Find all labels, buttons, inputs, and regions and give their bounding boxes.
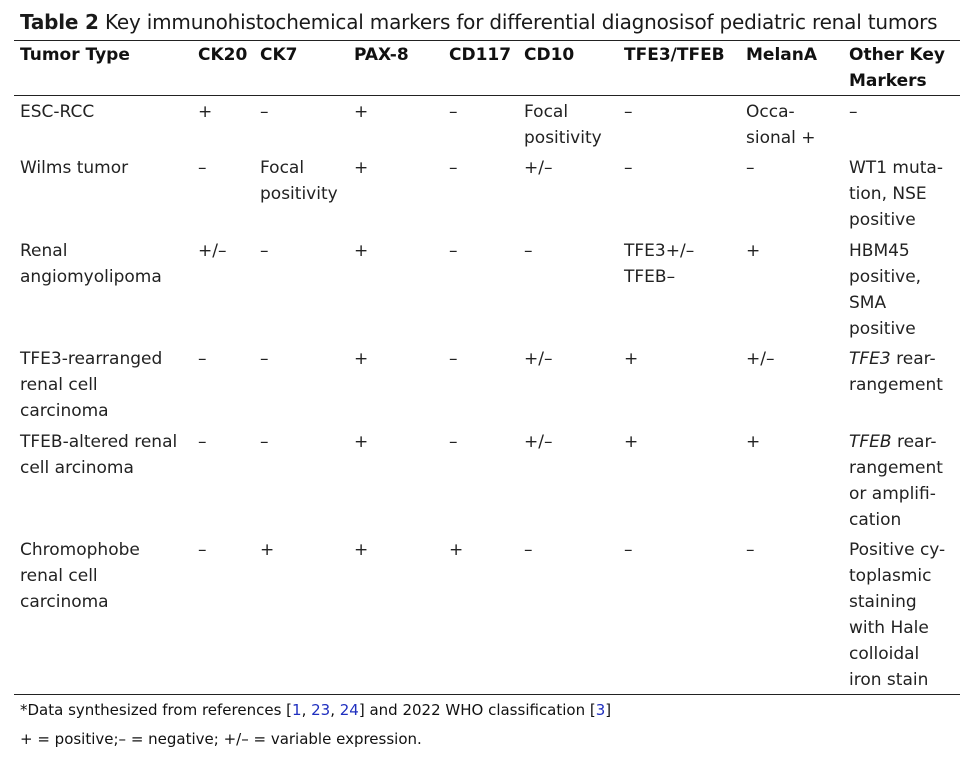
cell-other-markers: – — [849, 102, 858, 122]
header-melana: MelanA — [746, 45, 818, 65]
footnote-text: *Data synthesized from references [ — [20, 701, 293, 719]
cell-tfe3-tfeb: – — [624, 158, 633, 178]
header-ck20: CK20 — [198, 45, 248, 65]
cell-cd117: – — [449, 102, 458, 122]
cell-ck20: + — [198, 102, 213, 122]
footnote-separator: , — [330, 701, 340, 719]
footnote-sources — [20, 701, 611, 719]
cell-ck20: – — [198, 158, 207, 178]
cell-ck7: – — [260, 102, 269, 122]
reference-link[interactable]: 23 — [311, 701, 331, 719]
bottom-rule — [14, 694, 960, 695]
cell-tumor-type: TFEB-altered renal cell arcinoma — [20, 432, 178, 478]
cell-ck7: – — [260, 349, 269, 369]
header-ck7: CK7 — [260, 45, 298, 65]
cell-tfe3-tfeb: TFE3+/– TFEB– — [624, 241, 695, 287]
header-other-markers: Other Key Markers — [849, 45, 945, 91]
cell-pax8: + — [354, 158, 369, 178]
header-pax8: PAX-8 — [354, 45, 409, 65]
cell-pax8: + — [354, 540, 369, 560]
cell-ck7: + — [260, 540, 275, 560]
cell-tumor-type: TFE3-rearranged renal cell carcinoma — [20, 349, 163, 421]
cell-ck7: – — [260, 241, 269, 261]
cell-melana: – — [746, 540, 755, 560]
cell-pax8: + — [354, 102, 369, 122]
cell-tumor-type: ESC-RCC — [20, 102, 95, 122]
header-cd117: CD117 — [449, 45, 512, 65]
cell-other-markers: Positive cy- toplasmic staining with Hale colloidal iron stain — [849, 540, 946, 690]
reference-link[interactable]: 24 — [339, 701, 359, 719]
header-rule — [14, 95, 960, 96]
cell-ck7: Focal positivity — [260, 158, 338, 204]
header-cd10: CD10 — [524, 45, 575, 65]
gene-note: rear- rangement — [849, 349, 943, 395]
cell-pax8: + — [354, 349, 369, 369]
cell-cd117: – — [449, 432, 458, 452]
cell-pax8: + — [354, 241, 369, 261]
header-tfe3-tfeb: TFE3/TFEB — [624, 45, 725, 65]
cell-ck20: – — [198, 349, 207, 369]
reference-link[interactable]: 1 — [292, 701, 302, 719]
table-title: Key immunohistochemical markers for differential diagnosisof pediatric renal tumors — [104, 10, 938, 34]
header-tumor-type: Tumor Type — [20, 45, 130, 65]
gene-name: TFEB — [849, 432, 892, 452]
cell-tumor-type: Wilms tumor — [20, 158, 129, 178]
cell-melana: + — [746, 241, 761, 261]
cell-cd10: – — [524, 241, 533, 261]
cell-cd117: – — [449, 349, 458, 369]
cell-other-markers — [849, 429, 969, 533]
cell-melana: + — [746, 432, 761, 452]
cell-tfe3-tfeb: + — [624, 432, 639, 452]
cell-melana: – — [746, 158, 755, 178]
cell-melana: Occa- sional + — [746, 102, 816, 148]
cell-ck7: – — [260, 432, 269, 452]
reference-link[interactable]: 3 — [595, 701, 606, 719]
footnote-text: ] — [605, 701, 612, 719]
cell-tfe3-tfeb: – — [624, 102, 633, 122]
cell-cd117: – — [449, 158, 458, 178]
cell-pax8: + — [354, 432, 369, 452]
cell-tumor-type: Chromophobe renal cell carcinoma — [20, 540, 140, 612]
cell-cd10: Focal positivity — [524, 102, 602, 148]
cell-tfe3-tfeb: – — [624, 540, 633, 560]
cell-cd117: + — [449, 540, 464, 560]
cell-cd10: – — [524, 540, 533, 560]
gene-name: TFE3 — [849, 349, 891, 369]
cell-other-markers: HBM45 positive, SMA positive — [849, 241, 922, 339]
table-caption — [20, 10, 937, 34]
cell-melana: +/– — [746, 349, 775, 369]
gene-note: rear- rangement or amplifi- cation — [849, 432, 943, 530]
cell-ck20: +/– — [198, 241, 227, 261]
cell-cd10: +/– — [524, 349, 553, 369]
cell-tfe3-tfeb: + — [624, 349, 639, 369]
footnote-separator: , — [301, 701, 312, 719]
footnote-text: ] and 2022 WHO classification [ — [358, 701, 596, 719]
cell-other-markers: WT1 muta- tion, NSE positive — [849, 158, 943, 230]
cell-cd10: +/– — [524, 158, 553, 178]
top-rule — [14, 40, 960, 41]
table-label: Table 2 — [20, 10, 99, 34]
cell-cd117: – — [449, 241, 458, 261]
cell-other-markers — [849, 346, 969, 398]
cell-tumor-type: Renal angiomyolipoma — [20, 241, 162, 287]
footnote-legend: + = positive;– = negative; +/– = variable expression. — [20, 730, 422, 748]
cell-ck20: – — [198, 540, 207, 560]
cell-cd10: +/– — [524, 432, 553, 452]
cell-ck20: – — [198, 432, 207, 452]
